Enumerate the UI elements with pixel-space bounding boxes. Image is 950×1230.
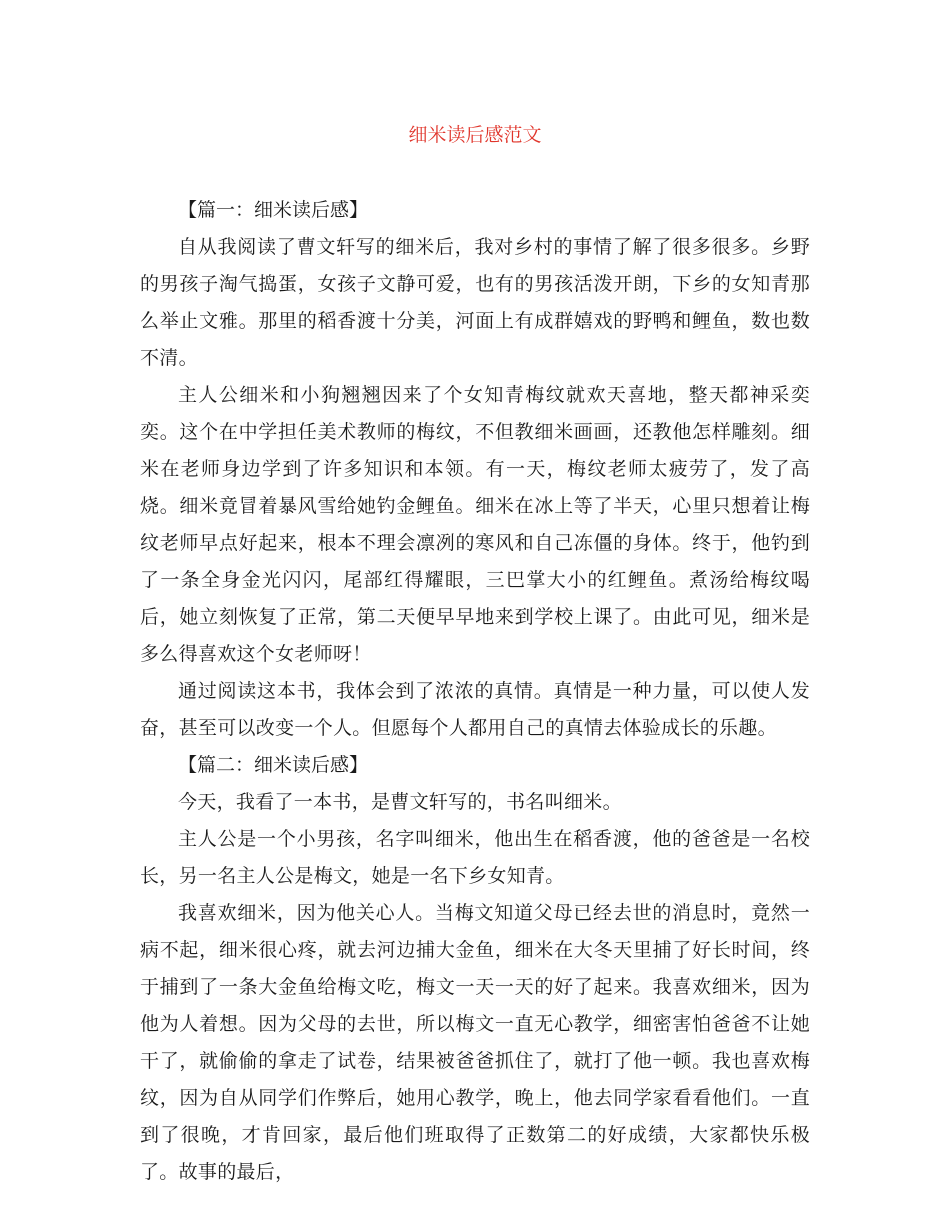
paragraph: 自从我阅读了曹文轩写的细米后，我对乡村的事情了解了很多很多。乡野的男孩子淘气捣蛋，女孩子文静可爱，也有的男孩活泼开朗，下乡的女知青那么举止文雅。那里的稻香渡十分美，河面上有成群嬉戏的野鸭和鲤鱼，数也数不清。 — [140, 236, 810, 369]
paragraph: 我喜欢细米，因为他关心人。当梅文知道父母已经去世的消息时，竟然一病不起，细米很心疼，就去河边捕大金鱼，细米在大冬天里捕了好长时间，终于捕到了一条大金鱼给梅文吃，梅文一天一天的好了起来。我喜欢细米，因为他为人着想。因为父母的去世，所以梅文一直无心教学，细密害怕爸爸不让她干了，就偷偷的拿走了试卷，结果被爸爸抓住了，就打了他一顿。我也喜欢梅纹，因为自从同学们作弊后，她用心教学，晚上，他去同学家看看他们。一直到了很晚，才肯回家，最后他们班取得了正数第二的好成绩，大家都快乐极了。故事的最后， — [140, 902, 810, 1183]
paragraph: 今天，我看了一本书，是曹文轩写的，书名叫细米。 — [178, 791, 622, 813]
section-heading: 【篇一：细米读后感】 — [178, 199, 369, 221]
paragraph: 主人公细米和小狗翘翘因来了个女知青梅纹就欢天喜地，整天都神采奕奕。这个在中学担任美术教师的梅纹，不但教细米画画，还教他怎样雕刻。细米在老师身边学到了许多知识和本领。有一天，梅纹老师太疲劳了，发了高烧。细米竟冒着暴风雪给她钓金鲤鱼。细米在冰上等了半天，心里只想着让梅纹老师早点好起来，根本不理会凛冽的寒风和自己冻僵的身体。终于，他钓到了一条全身金光闪闪，尾部红得耀眼，三巴掌大小的红鲤鱼。煮汤给梅纹喝后，她立刻恢复了正常，第二天便早早地来到学校上课了。由此可见，细米是多么得喜欢这个女老师呀！ — [140, 384, 810, 665]
paragraph: 通过阅读这本书，我体会到了浓浓的真情。真情是一种力量，可以使人发奋，甚至可以改变一个人。但愿每个人都用自己的真情去体验成长的乐趣。 — [140, 680, 810, 739]
section-heading: 【篇二：细米读后感】 — [178, 754, 369, 776]
document-body — [140, 192, 810, 1191]
page-title: 细米读后感范文 — [408, 124, 542, 146]
paragraph: 主人公是一个小男孩，名字叫细米，他出生在稻香渡，他的爸爸是一名校长，另一名主人公是梅文，她是一名下乡女知青。 — [140, 828, 810, 887]
